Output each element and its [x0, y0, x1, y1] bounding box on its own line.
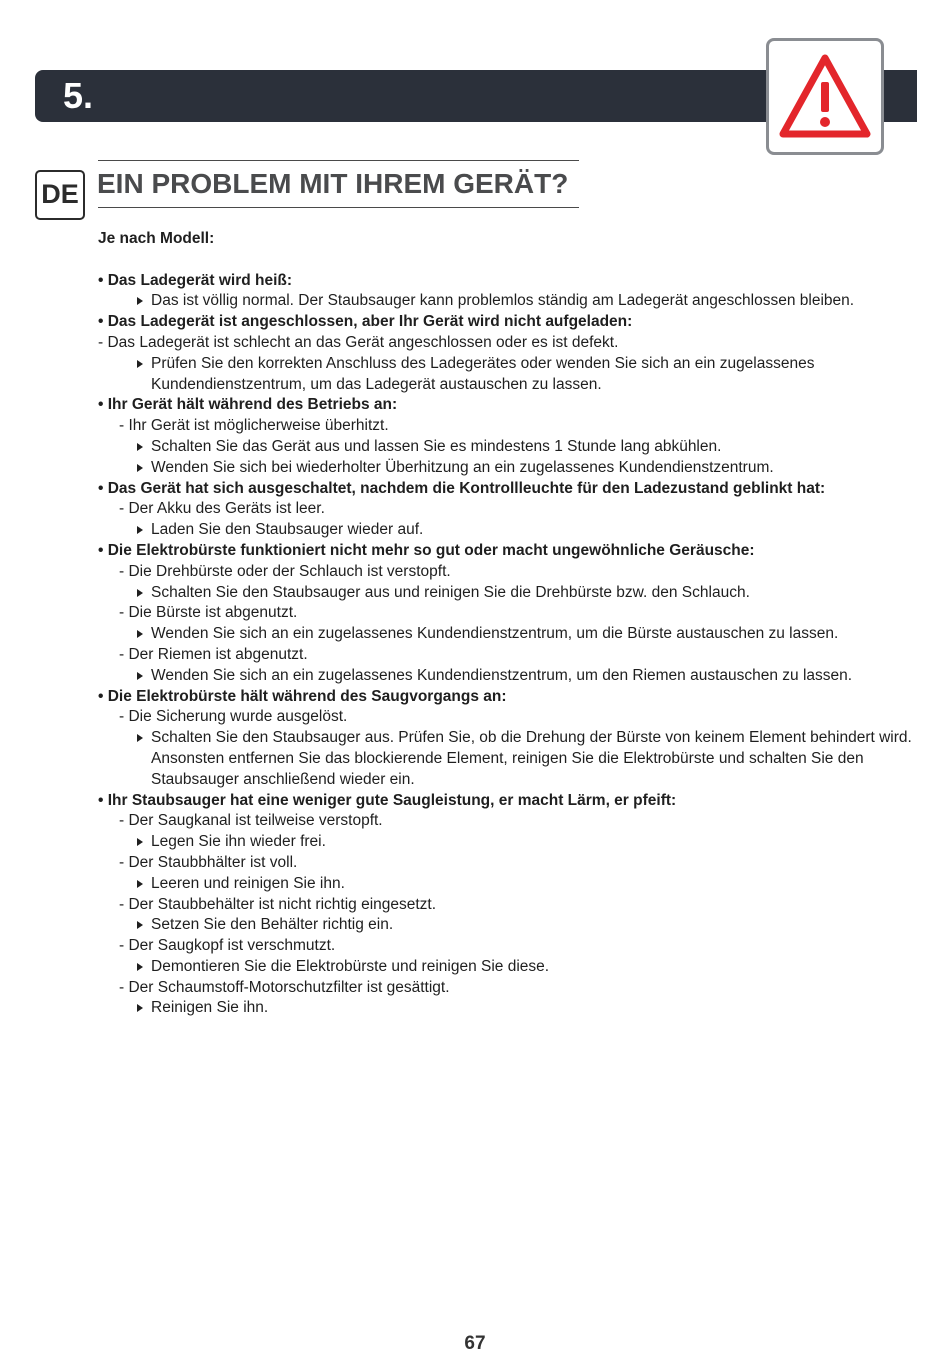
troubleshooting-content [98, 229, 918, 1019]
solution-text: Wenden Sie sich an ein zugelassenes Kundendienstzentrum, um die Bürste austauschen zu lassen. [151, 625, 839, 643]
arrow-right-icon [137, 921, 143, 929]
cause-item: - Die Sicherung wurde ausgelöst. [119, 708, 348, 726]
arrow-right-icon [137, 464, 143, 472]
problem-heading: • Das Gerät hat sich ausgeschaltet, nachdem die Kontrollleuchte für den Ladezustand geblinkt hat: [98, 479, 826, 497]
cause-item: - Der Akku des Geräts ist leer. [119, 500, 325, 518]
problem-heading: • Ihr Gerät hält während des Betriebs an: [98, 396, 398, 414]
solution-item [98, 520, 918, 541]
warning-panel [766, 38, 884, 155]
cause-item: - Der Riemen ist abgenutzt. [119, 645, 308, 663]
arrow-right-icon [137, 880, 143, 888]
arrow-right-icon [137, 443, 143, 451]
cause-item: - Der Staubbhälter ist voll. [119, 853, 298, 871]
solution-item [98, 874, 918, 895]
arrow-right-icon [137, 589, 143, 597]
problem-heading: • Das Ladegerät ist angeschlossen, aber Ihr Gerät wird nicht aufgeladen: [98, 313, 633, 331]
troubleshooting-list [98, 271, 918, 1020]
page-number: 67 [464, 1333, 486, 1354]
solution-text: Legen Sie ihn wieder frei. [151, 833, 326, 851]
solution-item [98, 666, 918, 687]
language-badge: DE [35, 170, 85, 220]
arrow-right-icon [137, 360, 143, 368]
intro-text: Je nach Modell: [98, 230, 215, 247]
title-rule-bottom [98, 207, 579, 208]
cause-item: - Der Schaumstoff-Motorschutzfilter ist gesättigt. [119, 978, 450, 996]
arrow-right-icon [137, 1004, 143, 1012]
cause-item: - Ihr Gerät ist möglicherweise überhitzt. [119, 417, 389, 435]
solution-item [98, 957, 918, 978]
arrow-right-icon [137, 297, 143, 305]
solution-item [98, 291, 913, 312]
cause-item: - Die Drehbürste oder der Schlauch ist verstopft. [119, 562, 451, 580]
solution-text: Setzen Sie den Behälter richtig ein. [151, 916, 394, 934]
solution-item [98, 458, 918, 479]
solution-text: Reinigen Sie ihn. [151, 999, 269, 1017]
arrow-right-icon [137, 672, 143, 680]
solution-text: Wenden Sie sich an ein zugelassenes Kundendienstzentrum, um den Riemen austauschen zu lassen. [151, 666, 853, 684]
solution-text: Wenden Sie sich bei wiederholter Überhitzung an ein zugelassenes Kundendienstzentrum. [151, 458, 774, 476]
solution-text: Demontieren Sie die Elektrobürste und reinigen Sie diese. [151, 957, 550, 975]
solution-item [98, 998, 918, 1019]
solution-item [98, 437, 918, 458]
solution-text: Laden Sie den Staubsauger wieder auf. [151, 521, 424, 539]
cause-item: - Der Saugkopf ist verschmutzt. [119, 937, 336, 955]
cause-item: - Der Saugkanal ist teilweise verstopft. [119, 812, 383, 830]
cause-item: - Der Staubbehälter ist nicht richtig eingesetzt. [119, 895, 437, 913]
arrow-right-icon [137, 838, 143, 846]
title-rule-top [98, 160, 579, 161]
page-title: EIN PROBLEM MIT IHREM GERÄT? [97, 168, 569, 199]
solution-item [98, 624, 918, 645]
solution-text: Schalten Sie das Gerät aus und lassen Sie es mindestens 1 Stunde lang abkühlen. [151, 437, 722, 455]
solution-text: Prüfen Sie den korrekten Anschluss des Ladegerätes oder wenden Sie sich an ein zugelassenes Kundendienstzentrum, um das Ladegerät austauschen zu lassen. [151, 354, 815, 393]
warning-triangle-icon [775, 50, 875, 142]
arrow-right-icon [137, 526, 143, 534]
solution-item [98, 583, 918, 604]
problem-heading: • Ihr Staubsauger hat eine weniger gute Saugleistung, er macht Lärm, er pfeift: [98, 791, 677, 809]
solution-item [98, 915, 918, 936]
arrow-right-icon [137, 963, 143, 971]
spacer [98, 250, 918, 271]
solution-item [98, 832, 918, 853]
section-number: 5. [63, 75, 94, 116]
solution-text: Das ist völlig normal. Der Staubsauger kann problemlos ständig am Ladegerät angeschlossen bleiben. [151, 292, 855, 310]
cause-item: - Das Ladegerät ist schlecht an das Gerät angeschlossen oder es ist defekt. [98, 333, 619, 351]
arrow-right-icon [137, 734, 143, 742]
arrow-right-icon [137, 630, 143, 638]
solution-text: Schalten Sie den Staubsauger aus. Prüfen Sie, ob die Drehung der Bürste von keinem Element behindert wird. Ansonsten entfernen Sie das blockierende Element, reinigen Sie die Elektrobürste und schalten Sie den Staubsauger anschließend wieder ein. [151, 729, 912, 788]
problem-heading: • Die Elektrobürste hält während des Saugvorgangs an: [98, 687, 507, 705]
solution-item [98, 728, 913, 790]
cause-item: - Die Bürste ist abgenutzt. [119, 604, 298, 622]
solution-text: Leeren und reinigen Sie ihn. [151, 874, 345, 892]
solution-item [98, 354, 913, 396]
problem-heading: • Die Elektrobürste funktioniert nicht mehr so gut oder macht ungewöhnliche Geräusche: [98, 541, 755, 559]
problem-heading: • Das Ladegerät wird heiß: [98, 271, 293, 289]
solution-text: Schalten Sie den Staubsauger aus und reinigen Sie die Drehbürste bzw. den Schlauch. [151, 583, 750, 601]
